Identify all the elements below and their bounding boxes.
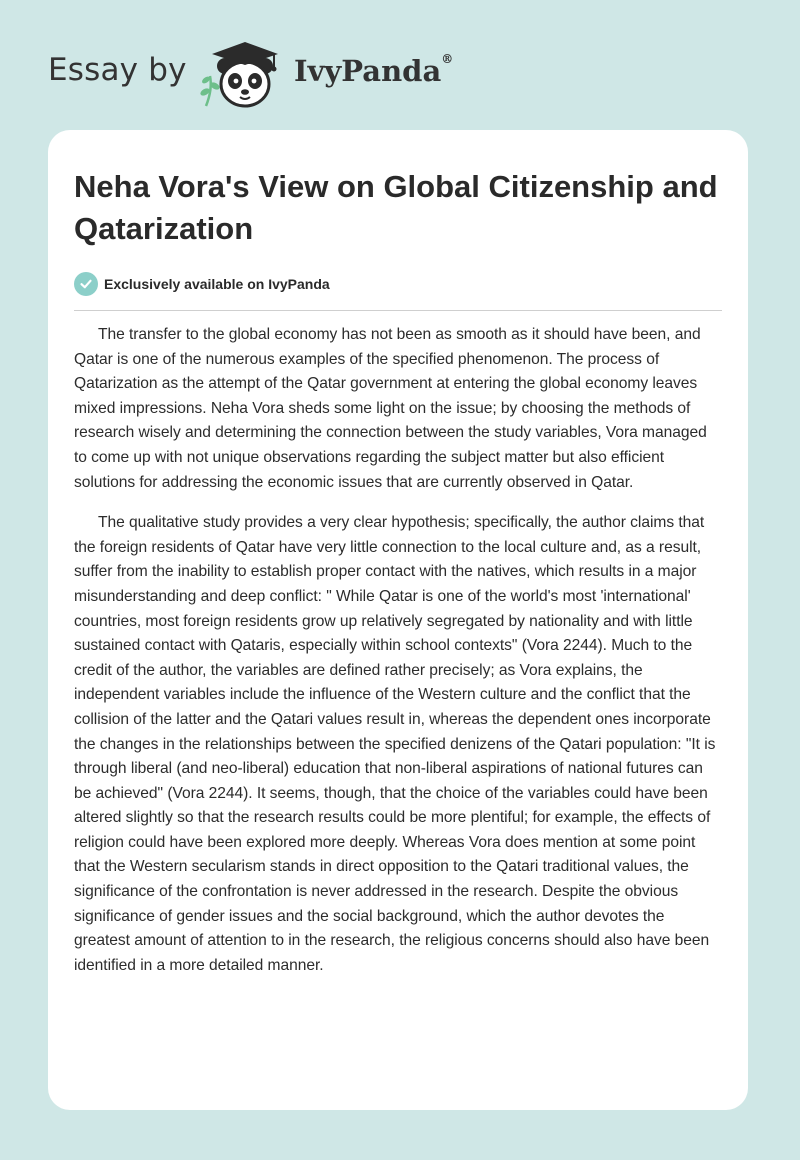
brand-prefix: Essay by [48,52,187,88]
check-circle-icon [74,272,98,296]
paragraph: The transfer to the global economy has not been as smooth as it should have been, and Qatar is one of the numerous examples of the specified phenomenon. The process of Qatarization as the attempt of the Qatar government at entering the global economy leaves mixed impressions. Neha Vora sheds some light on the issue; by choosing the methods of research wisely and determining the connection between the study variables, Vora managed to come up with not unique observations regarding the subject matter but also efficient solutions for addressing the economic issues that are currently observed in Qatar. [74,326,707,491]
essay-card [48,130,748,1110]
registered-mark: ® [441,52,454,66]
essay-title: Neha Vora's View on Global Citizenship and Qatarization [74,169,718,246]
essay-body [74,323,722,978]
site-header [48,30,548,110]
exclusive-badge [74,270,722,298]
panda-graduate-icon [198,36,284,112]
paragraph: The qualitative study provides a very clear hypothesis; specifically, the author claims that the foreign residents of Qatar have very little connection to the local culture and, as a result, suffer from the inability to establish proper contact with the natives, which results in a major misunderstanding and deep conflict: " While Qatar is one of the world's most 'international' countries, most foreign residents grow up relatively segregated by nationality and with little sustained contact with Qataris, especially within school contexts" (Vora 2244). Much to the credit of the author, the variables are defined rather precisely; as Vora explains, the independent variables include the influence of the Western culture and the conflict that the collision of the latter and the Qatari values result in, whereas the dependent ones incorporate the changes in the relationships between the specified denizens of the Qatari population: "It is through liberal (and neo-liberal) education that non-liberal aspirations of national futures can be achieved" (Vora 2244). It seems, though, that the choice of the variables could have been altered slightly so that the research results could be more plentiful; for example, the effects of religion could have been explored more deeply. Whereas Vora does mention at some point that the Western secularism stands in direct opposition to the Qatari traditional values, the significance of the confrontation is never addressed in the research. Despite the obvious significance of gender issues and the social background, which the author devotes the greatest amount of attention to in the research, the religious concerns should also have been identified in a more detailed manner. [74,514,716,974]
exclusive-badge-text: Exclusively available on IvyPanda [104,276,330,292]
brand-name: IvyPanda® [294,52,454,88]
divider [74,310,722,311]
